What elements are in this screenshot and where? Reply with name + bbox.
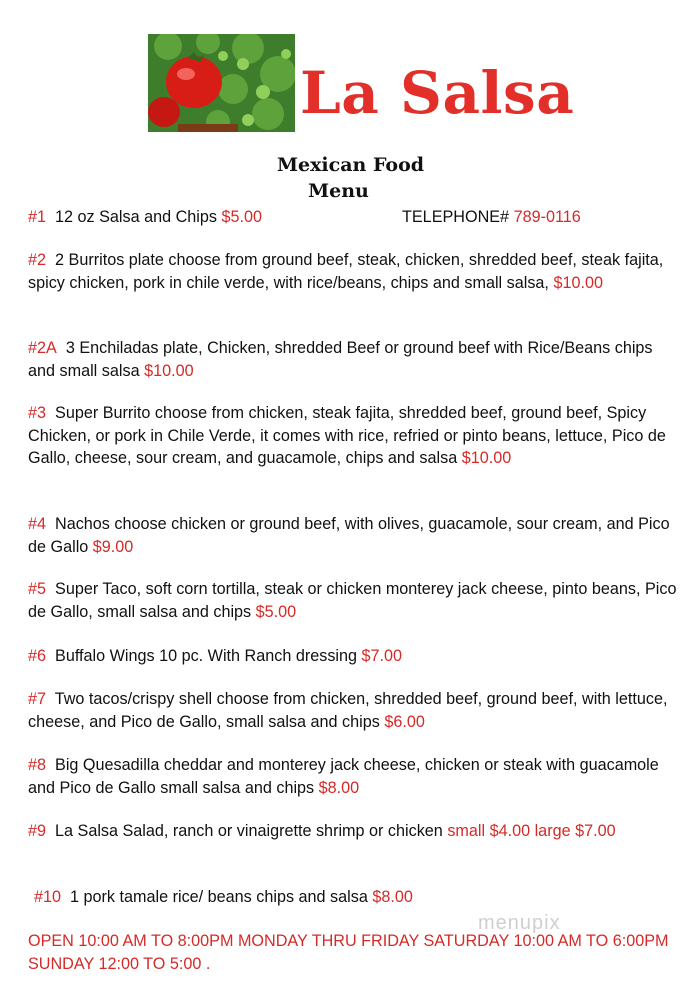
item-number: #10 [34,888,62,906]
item-number: #2A [28,339,57,357]
item-number: #7 [28,690,47,708]
item-price: $6.00 [384,712,425,731]
item-description: 2 Burritos plate choose from ground beef, steak, chicken, shredded beef, steak fajita, spicy chicken, pork in chile verde, with rice/beans, chips and small salsa, [28,251,664,292]
menu-item-6 [28,645,678,668]
item-price: $9.00 [92,537,134,556]
item-price: $5.00 [255,602,297,621]
telephone-label: TELEPHONE# [402,208,510,226]
item-description: Super Taco, soft corn tortilla, steak or chicken monterey jack cheese, pinto beans, Pico de Gallo, small salsa and chips [28,580,677,621]
item-description: Big Quesadilla cheddar and monterey jack cheese, chicken or steak with guacamole and Pico de Gallo small salsa and chips [28,756,659,797]
item-description: Nachos choose chicken or ground beef, with olives, guacamole, sour cream, and Pico de Gallo [28,515,670,556]
item-number: #2 [28,251,47,269]
item-number: #6 [28,647,47,665]
item-price: $8.00 [318,778,360,797]
item-number: #8 [28,756,47,774]
menu-item-7 [28,688,678,733]
menu-item-1 [28,206,678,229]
menu-item-10 [34,886,684,909]
item-price: $10.00 [461,449,512,467]
item-price: $5.00 [221,208,263,226]
item-number: #5 [28,580,47,598]
menu-item-2 [28,249,678,294]
item-description: 1 pork tamale rice/ beans chips and salsa [70,888,368,906]
item-description: Super Burrito choose from chicken, steak fajita, shredded beef, ground beef, Spicy Chicken, or pork in Chile Verde, it comes with rice, refried or pinto beans, lettuce, Pico de Gallo, cheese, sour cream, and guacamole, chips and salsa [28,404,666,467]
item-price: $10.00 [144,361,194,380]
menu-item-9 [28,820,678,843]
item-description: La Salsa Salad, ranch or vinaigrette shrimp or chicken [55,822,443,840]
menu-item-8 [28,754,678,799]
item-price: $7.00 [361,647,403,665]
menu-item-2a [28,337,678,382]
restaurant-name: La Salsa [300,59,575,127]
subtitle-cuisine: Mexican Food [276,154,425,176]
item-price: $8.00 [372,888,413,906]
opening-hours: OPEN 10:00 AM TO 8:00PM MONDAY THRU FRIDAY SATURDAY 10:00 AM TO 6:00PM SUNDAY 12:00 TO 5:00 . [28,932,669,973]
menu-item-4 [28,513,678,558]
item-number: #9 [28,822,47,840]
item-price: $10.00 [553,273,603,292]
menu-item-3 [28,402,678,470]
watermark: menupix [478,912,561,934]
menu-item-5 [28,578,678,623]
item-number: #1 [28,208,47,226]
tomato-cilantro-photo [148,34,295,132]
telephone-number: 789-0116 [513,208,581,226]
item-description: Two tacos/crispy shell choose from chicken, shredded beef, ground beef, with lettuce, cheese, and Pico de Gallo, small salsa and chips [28,690,668,731]
item-price: small $4.00 large $7.00 [447,822,616,840]
item-number: #3 [28,404,47,422]
item-description: Buffalo Wings 10 pc. With Ranch dressing [55,647,358,665]
subtitle-menu: Menu [308,180,369,202]
item-description: 12 oz Salsa and Chips [55,208,217,226]
item-description: 3 Enchiladas plate, Chicken, shredded Beef or ground beef with Rice/Beans chips and small salsa [28,339,653,380]
item-number: #4 [28,515,47,533]
